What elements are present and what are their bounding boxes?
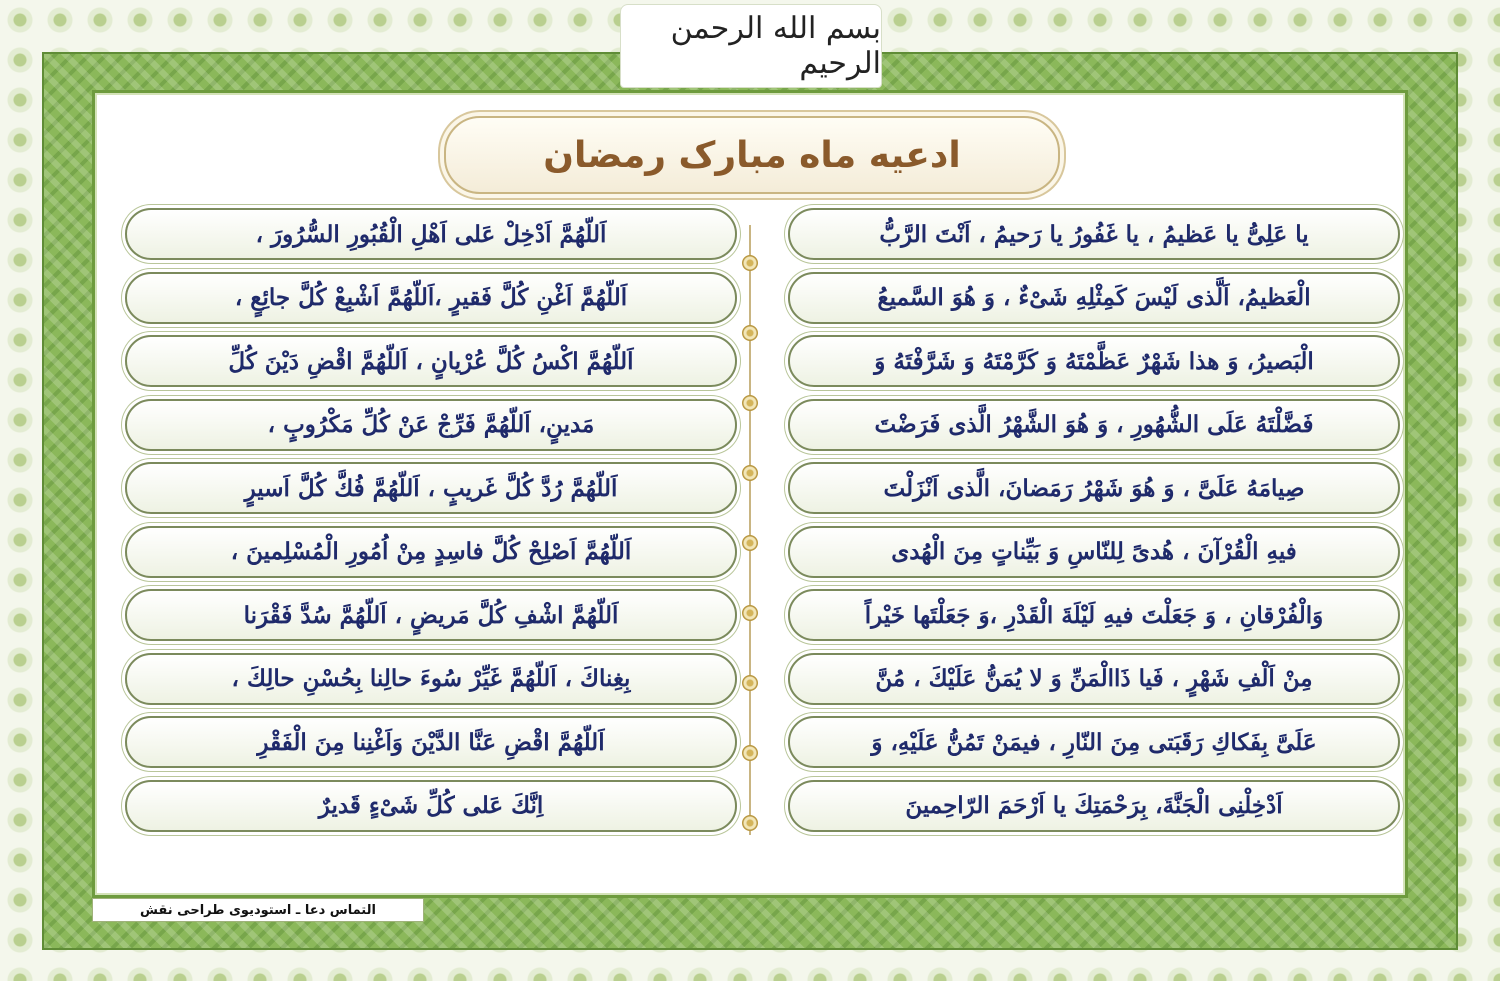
flower-ornament-icon: [742, 815, 758, 831]
prayer-line: اَللّهُمَّ اکْسُ کُلَّ عُرْیانٍ ، اَللّهُمَّ اقْضِ دَیْنَ کُلِّ: [125, 335, 737, 387]
page-title: ادعیه ماه مبارک رمضان: [543, 134, 961, 176]
prayer-line: اَللّهُمَّ اَغْنِ کُلَّ فَقیرٍ ،اَللّهُمَّ اَشْبِعْ کُلَّ جائِعٍ ،: [125, 272, 737, 324]
prayer-line: بِغِناكَ ، اَللّهُمَّ غَیِّرْ سُوءَ حالِنا بِحُسْنِ حالِكَ ،: [125, 653, 737, 705]
studio-credit: التماس دعا ـ استودیوی طراحی نقش: [92, 898, 424, 922]
prayer-line: الْبَصیرُ، وَ هذا شَهْرٌ عَظَّمْتَهُ وَ کَرَّمْتَهُ وَ شَرَّفْتَهُ وَ: [788, 335, 1400, 387]
prayer-line: فَضَّلْتَهُ عَلَی الشُّهُورِ ، وَ هُوَ الشَّهْرُ الَّذی فَرَضْتَ: [788, 399, 1400, 451]
flower-ornament-icon: [742, 745, 758, 761]
prayer-line: اَللّهُمَّ اشْفِ کُلَّ مَریضٍ ، اَللّهُمَّ سُدَّ فَقْرَنا: [125, 589, 737, 641]
prayer-line: وَالْفُرْقانِ ، وَ جَعَلْتَ فیهِ لَیْلَةَ الْقَدْرِ ،وَ جَعَلْتَها خَیْراً: [788, 589, 1400, 641]
flower-ornament-icon: [742, 255, 758, 271]
flower-ornament-icon: [742, 535, 758, 551]
bismillah-calligraphy: بسم الله الرحمن الرحيم: [620, 4, 882, 88]
flower-ornament-icon: [742, 325, 758, 341]
prayer-line: اَدْخِلْنِی الْجَنَّةَ، بِرَحْمَتِكَ یا اَرْحَمَ الرّاحِمینَ: [788, 780, 1400, 832]
flower-ornament-icon: [742, 395, 758, 411]
prayer-line: فیهِ الْقُرْآنَ ، هُدیً لِلنّاسِ وَ بَیِّناتٍ مِنَ الْهُدی: [788, 526, 1400, 578]
flower-ornament-icon: [742, 605, 758, 621]
title-cartouche: [444, 116, 1060, 194]
flower-ornament-icon: [742, 465, 758, 481]
divider-stem: [749, 225, 751, 835]
prayer-line: اَللّهُمَّ اقْضِ عَنَّا الدَّیْنَ وَاَغْنِنا مِنَ الْفَقْرِ: [125, 716, 737, 768]
prayer-line: الْعَظیمُ، اَلَّذی لَیْسَ کَمِثْلِهِ شَیْءٌ ، وَ هُوَ السَّمیعُ: [788, 272, 1400, 324]
left-column: [125, 208, 737, 843]
prayer-line: اَللّهُمَّ اَدْخِلْ عَلی اَهْلِ الْقُبُورِ السُّرُورَ ،: [125, 208, 737, 260]
prayer-line: یا عَلِیُّ یا عَظیمُ ، یا غَفُورُ یا رَحیمُ ، اَنْتَ الرَّبُّ: [788, 208, 1400, 260]
flower-ornament-icon: [742, 675, 758, 691]
prayer-line: اَللّهُمَّ اَصْلِحْ کُلَّ فاسِدٍ مِنْ اُمُورِ الْمُسْلِمینَ ،: [125, 526, 737, 578]
prayer-line: اِنَّكَ عَلی کُلِّ شَیْءٍ قَدیرٌ: [125, 780, 737, 832]
prayer-line: مَدینٍ، اَللّهُمَّ فَرِّجْ عَنْ کُلِّ مَکْرُوبٍ ،: [125, 399, 737, 451]
prayer-line: عَلَیَّ بِفَکاكِ رَقَبَتی مِنَ النّارِ ، فیمَنْ تَمُنُّ عَلَیْهِ، وَ: [788, 716, 1400, 768]
prayer-line: صِیامَهُ عَلَیَّ ، وَ هُوَ شَهْرُ رَمَضانَ، الَّذی اَنْزَلْتَ: [788, 462, 1400, 514]
prayer-line: اَللّهُمَّ رُدَّ کُلَّ غَریبٍ ، اَللّهُمَّ فُكَّ کُلَّ اَسیرٍ: [125, 462, 737, 514]
center-divider: [742, 225, 758, 835]
right-column: [788, 208, 1400, 843]
prayer-line: مِنْ اَلْفِ شَهْرٍ ، فَیا ذَاالْمَنِّ وَ لا یُمَنُّ عَلَیْكَ ، مُنَّ: [788, 653, 1400, 705]
